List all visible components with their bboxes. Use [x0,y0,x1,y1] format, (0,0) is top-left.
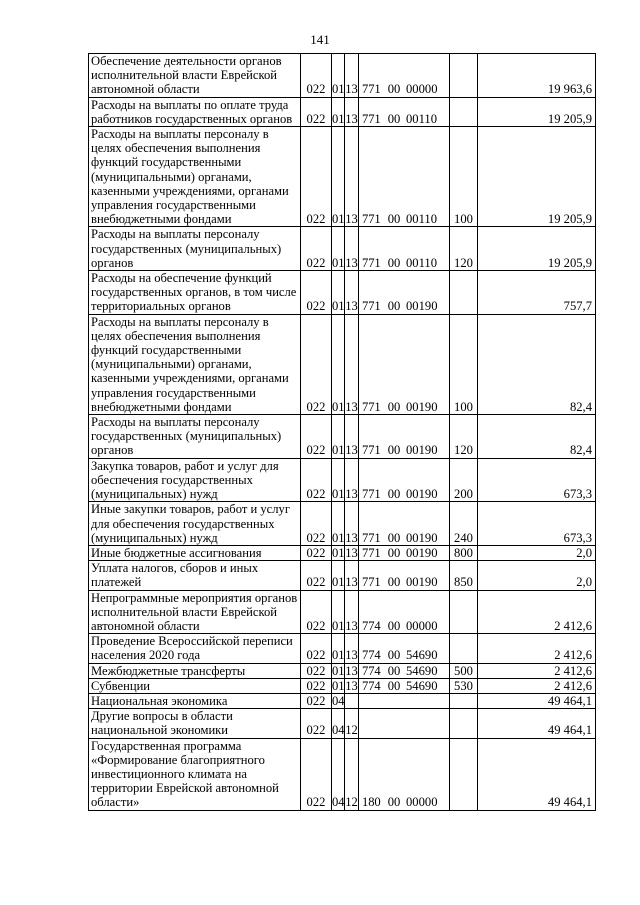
row-sum-cell: 2 412,6 [478,663,596,678]
table-row [89,97,596,126]
cs-part: 1 [374,443,381,458]
row-rz-cell: 01 [332,663,345,678]
cs-part: 00 [387,443,401,458]
row-vr-cell: 240 [450,502,478,546]
row-vr-cell: 850 [450,561,478,590]
table-row [89,545,596,560]
row-vr-cell [450,271,478,315]
cs-part: 4 [374,678,381,693]
row-pr-cell: 13 [345,663,358,678]
cs-part: 4 [374,663,381,678]
cs-part: 1 [374,399,381,414]
row-pr-cell: 13 [345,561,359,590]
cs-part: 4 [374,648,381,663]
cs-part: 54690 [406,663,438,678]
row-sum-cell: 49 464,1 [478,693,596,708]
row-cs-cell [359,634,450,663]
cs-part: 00190 [406,487,438,502]
cs-part: 00 [387,111,401,126]
table-row [89,590,596,634]
cs-part: 77 [362,663,375,678]
row-name-cell: Другие вопросы в области национальной экономики [89,709,301,738]
row-gr-cell: 022 [301,227,332,271]
cs-part: 54690 [406,648,438,663]
cs-part: 77 [362,545,375,560]
table-row [89,634,596,663]
row-vr-cell [450,634,478,663]
cs-part: 00 [387,575,401,590]
row-name-cell: Проведение Всероссийской переписи населения 2020 года [89,634,301,663]
row-name-cell: Расходы на выплаты персоналу в целях обеспечения выполнения функций государственными (муниципальными) органами, казенными учреждениями, органами управления государственными внебюджетными фондами [89,127,301,227]
row-cs-cell [359,458,450,502]
row-vr-cell [450,590,478,634]
row-gr-cell: 022 [301,502,332,546]
row-pr-cell: 13 [345,502,359,546]
row-pr-cell: 13 [345,545,358,560]
table-row [89,314,596,414]
cs-part: 77 [362,212,375,227]
row-sum-cell: 19 963,6 [478,54,596,98]
cs-part: 00 [387,545,401,560]
row-name-cell: Расходы на выплаты персоналу в целях обеспечения выполнения функций государственными (муниципальными) органами, казенными учреждениями, органами управления государственными внебюджетными фондами [89,314,301,414]
cs-part: 00110 [406,255,438,270]
row-cs-cell [359,693,450,708]
row-pr-cell: 13 [345,271,359,315]
cs-part: 00 [387,399,401,414]
cs-part: 77 [362,399,375,414]
table-row [89,127,596,227]
row-gr-cell: 022 [301,271,332,315]
row-name-cell: Закупка товаров, работ и услуг для обеспечения государственных (муниципальных) нужд [89,458,301,502]
cs-part: 00190 [406,399,438,414]
table-row [89,709,596,738]
row-gr-cell: 022 [301,458,332,502]
row-rz-cell: 01 [332,590,345,634]
row-rz-cell: 01 [332,415,345,459]
cs-part: 00 [387,618,401,633]
row-name-cell: Расходы на обеспечение функций государственных органов, в том числе территориальных органов [89,271,301,315]
row-rz-cell: 01 [332,634,345,663]
row-name-cell: Расходы на выплаты персоналу государственных (муниципальных) органов [89,227,301,271]
row-name-cell: Национальная экономика [89,693,301,708]
row-sum-cell: 2 412,6 [478,634,596,663]
row-cs-cell [359,590,450,634]
row-sum-cell: 2,0 [478,545,596,560]
cs-part: 1 [374,299,381,314]
cs-part: 00 [387,255,401,270]
cs-part: 00190 [406,545,438,560]
row-cs-cell [359,415,450,459]
row-gr-cell: 022 [301,709,332,738]
row-pr-cell: 12 [345,738,359,810]
cs-part: 1 [374,487,381,502]
row-sum-cell: 19 205,9 [478,127,596,227]
row-sum-cell: 82,4 [478,314,596,414]
table-row [89,271,596,315]
row-rz-cell: 01 [332,561,345,590]
row-gr-cell: 022 [301,634,332,663]
table-row [89,693,596,708]
cs-part: 00 [387,795,401,810]
row-rz-cell: 01 [332,271,345,315]
cs-part: 00 [387,678,401,693]
row-vr-cell [450,738,478,810]
row-name-cell: Государственная программа «Формирование благоприятного инвестиционного климата на территории Еврейской автономной области» [89,738,301,810]
row-vr-cell [450,693,478,708]
cs-part: 1 [374,212,381,227]
cs-part: 00190 [406,575,438,590]
row-cs-cell [359,271,450,315]
row-rz-cell: 01 [332,97,345,126]
row-cs-cell [359,738,450,810]
row-rz-cell: 01 [332,127,345,227]
row-name-cell: Расходы на выплаты персоналу государственных (муниципальных) органов [89,415,301,459]
table-row [89,227,596,271]
budget-table-body [89,54,596,811]
cs-part: 54690 [406,678,438,693]
cs-part: 77 [362,648,375,663]
row-rz-cell: 04 [332,693,345,708]
row-rz-cell: 01 [332,54,345,98]
cs-part: 1 [374,545,381,560]
cs-part: 00190 [406,530,438,545]
cs-part: 00190 [406,443,438,458]
row-pr-cell: 13 [345,227,359,271]
cs-part: 1 [374,255,381,270]
row-name-cell: Непрограммные мероприятия органов исполнительной власти Еврейской автономной области [89,590,301,634]
row-pr-cell: 12 [345,709,359,738]
table-row [89,678,596,693]
row-gr-cell: 022 [301,314,332,414]
row-rz-cell: 01 [332,545,345,560]
row-gr-cell: 022 [301,678,332,693]
cs-part: 00000 [406,618,438,633]
page-number: 141 [310,32,330,47]
row-cs-cell [359,561,450,590]
row-rz-cell: 01 [332,227,345,271]
row-pr-cell: 13 [345,634,359,663]
cs-part: 1 [374,82,381,97]
row-pr-cell [345,693,359,708]
row-cs-cell [359,502,450,546]
row-vr-cell: 100 [450,314,478,414]
table-row [89,663,596,678]
table-row [89,738,596,810]
row-name-cell: Субвенции [89,678,301,693]
row-cs-cell [359,678,450,693]
row-pr-cell: 13 [345,127,359,227]
cs-part: 00 [387,299,401,314]
row-cs-cell [359,545,450,560]
row-pr-cell: 13 [345,314,359,414]
cs-part: 77 [362,618,375,633]
row-rz-cell: 04 [332,738,345,810]
row-pr-cell: 13 [345,458,359,502]
row-cs-cell [359,97,450,126]
cs-part: 18 [362,795,375,810]
cs-part: 00110 [406,111,438,126]
table-row [89,415,596,459]
row-name-cell: Обеспечение деятельности органов исполнительной власти Еврейской автономной области [89,54,301,98]
row-cs-cell [359,227,450,271]
row-gr-cell: 022 [301,663,332,678]
row-vr-cell [450,709,478,738]
row-gr-cell: 022 [301,738,332,810]
row-gr-cell: 022 [301,561,332,590]
row-sum-cell: 757,7 [478,271,596,315]
row-rz-cell: 04 [332,709,345,738]
row-pr-cell: 13 [345,590,359,634]
cs-part: 77 [362,678,375,693]
row-vr-cell: 200 [450,458,478,502]
row-name-cell: Уплата налогов, сборов и иных платежей [89,561,301,590]
row-gr-cell: 022 [301,545,332,560]
row-cs-cell [359,314,450,414]
row-sum-cell: 2 412,6 [478,678,596,693]
table-row [89,54,596,98]
cs-part: 00 [387,82,401,97]
cs-part: 77 [362,82,375,97]
cs-part: 00 [387,530,401,545]
row-pr-cell: 13 [345,678,358,693]
cs-part: 0 [374,795,381,810]
row-sum-cell: 673,3 [478,458,596,502]
cs-part: 00190 [406,299,438,314]
row-sum-cell: 49 464,1 [478,709,596,738]
row-sum-cell: 49 464,1 [478,738,596,810]
cs-part: 77 [362,299,375,314]
table-row [89,502,596,546]
row-cs-cell [359,127,450,227]
row-rz-cell: 01 [332,678,345,693]
row-rz-cell: 01 [332,458,345,502]
row-cs-cell [359,54,450,98]
row-pr-cell: 13 [345,54,359,98]
row-sum-cell: 2 412,6 [478,590,596,634]
cs-part: 77 [362,487,375,502]
cs-part: 1 [374,530,381,545]
row-gr-cell: 022 [301,97,332,126]
row-vr-cell: 500 [450,663,478,678]
cs-part: 77 [362,443,375,458]
row-vr-cell: 120 [450,415,478,459]
cs-part: 00 [387,663,401,678]
row-name-cell: Иные закупки товаров, работ и услуг для обеспечения государственных (муниципальных) нужд [89,502,301,546]
cs-part: 00 [387,487,401,502]
cs-part: 77 [362,530,375,545]
row-sum-cell: 82,4 [478,415,596,459]
cs-part: 4 [374,618,381,633]
cs-part: 1 [374,111,381,126]
budget-table [88,53,596,811]
row-gr-cell: 022 [301,415,332,459]
row-name-cell: Иные бюджетные ассигнования [89,545,301,560]
table-row [89,458,596,502]
cs-part: 77 [362,575,375,590]
table-row [89,561,596,590]
row-name-cell: Расходы на выплаты по оплате труда работников государственных органов [89,97,301,126]
row-sum-cell: 2,0 [478,561,596,590]
cs-part: 1 [374,575,381,590]
row-gr-cell: 022 [301,590,332,634]
cs-part: 00 [387,212,401,227]
row-cs-cell [359,663,450,678]
row-sum-cell: 673,3 [478,502,596,546]
row-vr-cell: 800 [450,545,478,560]
row-sum-cell: 19 205,9 [478,227,596,271]
cs-part: 00000 [406,795,438,810]
cs-part: 00110 [406,212,438,227]
cs-part: 00000 [406,82,438,97]
row-vr-cell: 100 [450,127,478,227]
row-pr-cell: 13 [345,97,359,126]
cs-part: 77 [362,255,375,270]
row-vr-cell: 120 [450,227,478,271]
row-vr-cell [450,54,478,98]
cs-part: 77 [362,111,375,126]
row-gr-cell: 022 [301,127,332,227]
row-rz-cell: 01 [332,502,345,546]
cs-part: 00 [387,648,401,663]
row-name-cell: Межбюджетные трансферты [89,663,301,678]
row-vr-cell: 530 [450,678,478,693]
row-sum-cell: 19 205,9 [478,97,596,126]
row-pr-cell: 13 [345,415,359,459]
row-gr-cell: 022 [301,693,332,708]
row-cs-cell [359,709,450,738]
row-gr-cell: 022 [301,54,332,98]
row-rz-cell: 01 [332,314,345,414]
row-vr-cell [450,97,478,126]
